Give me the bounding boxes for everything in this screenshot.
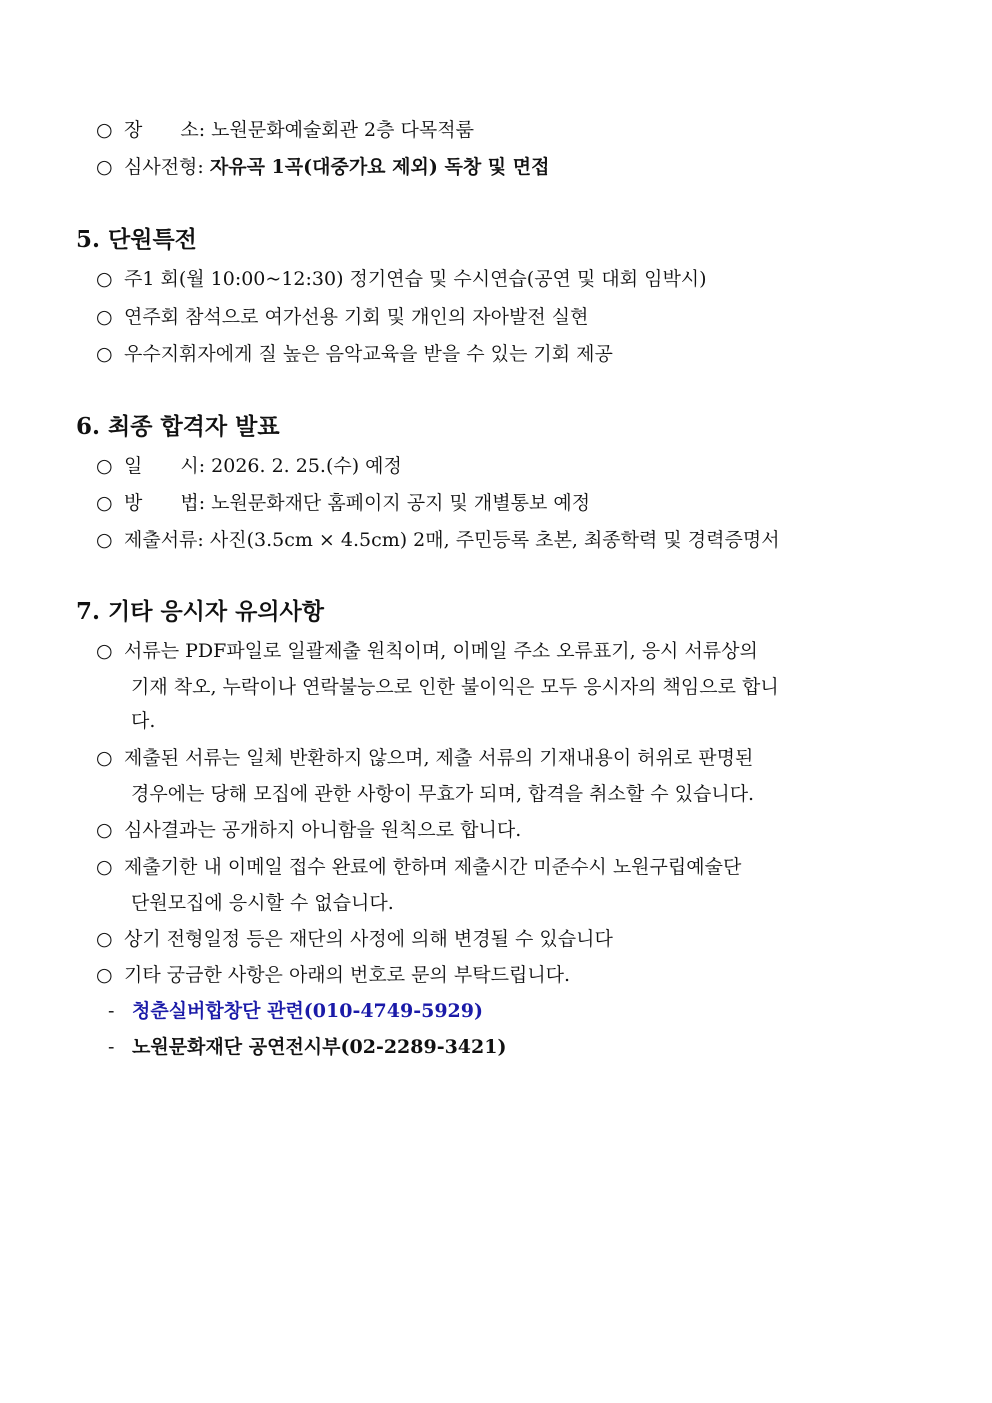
bullet-circle-icon: ○	[96, 928, 113, 950]
list-item	[96, 454, 402, 478]
contact-text: 청춘실버합창단 관련(010-4749-5929)	[132, 1000, 483, 1022]
bullet-circle-icon: ○	[96, 856, 113, 878]
place-value: 노원문화예술회관 2층 다목적룸	[211, 119, 474, 141]
audition-item	[96, 155, 549, 179]
list-item	[96, 746, 753, 770]
list-item	[96, 639, 758, 663]
list-item	[96, 855, 741, 879]
list-item-continuation: 경우에는 당해 모집에 관한 사항이 무효가 되며, 합격을 취소할 수 있습니다.	[131, 783, 755, 805]
list-item-text: 기타 궁금한 사항은 아래의 번호로 문의 부탁드립니다.	[124, 964, 571, 986]
bullet-circle-icon: ○	[96, 640, 113, 662]
list-item	[96, 963, 570, 987]
list-item-text: 제출된 서류는 일체 반환하지 않으며, 제출 서류의 기재내용이 허위로 판명된	[124, 747, 754, 769]
bullet-circle-icon: ○	[96, 119, 113, 141]
bullet-circle-icon: ○	[96, 156, 113, 178]
list-item-continuation: 단원모집에 응시할 수 없습니다.	[131, 892, 394, 914]
list-item	[96, 342, 613, 366]
list-item-text: 상기 전형일정 등은 재단의 사정에 의해 변경될 수 있습니다	[124, 928, 613, 950]
list-item-continuation: 다.	[131, 710, 156, 732]
list-item-text: 우수지휘자에게 질 높은 음악교육을 받을 수 있는 기회 제공	[124, 343, 613, 365]
dash-icon: -	[108, 1036, 115, 1058]
list-item-continuation: 기재 착오, 누락이나 연락불능으로 인한 불이익은 모두 응시자의 책임으로 합니	[131, 676, 779, 698]
bullet-circle-icon: ○	[96, 306, 113, 328]
list-item-text: 연주회 참석으로 여가선용 기회 및 개인의 자아발전 실현	[124, 306, 589, 328]
list-item	[96, 491, 590, 515]
place-item	[96, 118, 474, 142]
list-item-text: 방 법: 노원문화재단 홈페이지 공지 및 개별통보 예정	[124, 492, 591, 514]
list-item-text: 서류는 PDF파일로 일괄제출 원칙이며, 이메일 주소 오류표기, 응시 서류상의	[124, 640, 758, 662]
audition-value: 자유곡 1곡(대중가요 제외) 독창 및 면접	[209, 156, 550, 178]
contact-text: 노원문화재단 공연전시부(02-2289-3421)	[132, 1036, 507, 1058]
bullet-circle-icon: ○	[96, 529, 113, 551]
bullet-circle-icon: ○	[96, 343, 113, 365]
section7-title: 7. 기타 응시자 유의사항	[76, 598, 324, 625]
list-item-text: 제출기한 내 이메일 접수 완료에 한하며 제출시간 미준수시 노원구립예술단	[124, 856, 742, 878]
list-item	[96, 818, 521, 842]
audition-label: 심사전형:	[124, 156, 204, 178]
place-label: 장 소:	[124, 119, 206, 141]
list-item-text: 심사결과는 공개하지 아니함을 원칙으로 합니다.	[124, 819, 522, 841]
list-item	[96, 528, 780, 552]
contact-foundation	[108, 1035, 506, 1059]
section6-title: 6. 최종 합격자 발표	[76, 413, 280, 440]
bullet-circle-icon: ○	[96, 747, 113, 769]
list-item-text: 일 시: 2026. 2. 25.(수) 예정	[124, 455, 402, 477]
bullet-circle-icon: ○	[96, 268, 113, 290]
list-item-text: 주1 회(월 10:00~12:30) 정기연습 및 수시연습(공연 및 대회 임박시)	[124, 268, 707, 290]
list-item-text: 제출서류: 사진(3.5cm × 4.5cm) 2매, 주민등록 초본, 최종학력 및 경력증명서	[124, 529, 780, 551]
bullet-circle-icon: ○	[96, 492, 113, 514]
section5-title: 5. 단원특전	[76, 226, 197, 253]
bullet-circle-icon: ○	[96, 819, 113, 841]
bullet-circle-icon: ○	[96, 964, 113, 986]
bullet-circle-icon: ○	[96, 455, 113, 477]
dash-icon: -	[108, 1000, 115, 1022]
list-item	[96, 305, 588, 329]
contact-silver-choir	[108, 999, 483, 1023]
list-item	[96, 267, 707, 291]
list-item	[96, 927, 613, 951]
